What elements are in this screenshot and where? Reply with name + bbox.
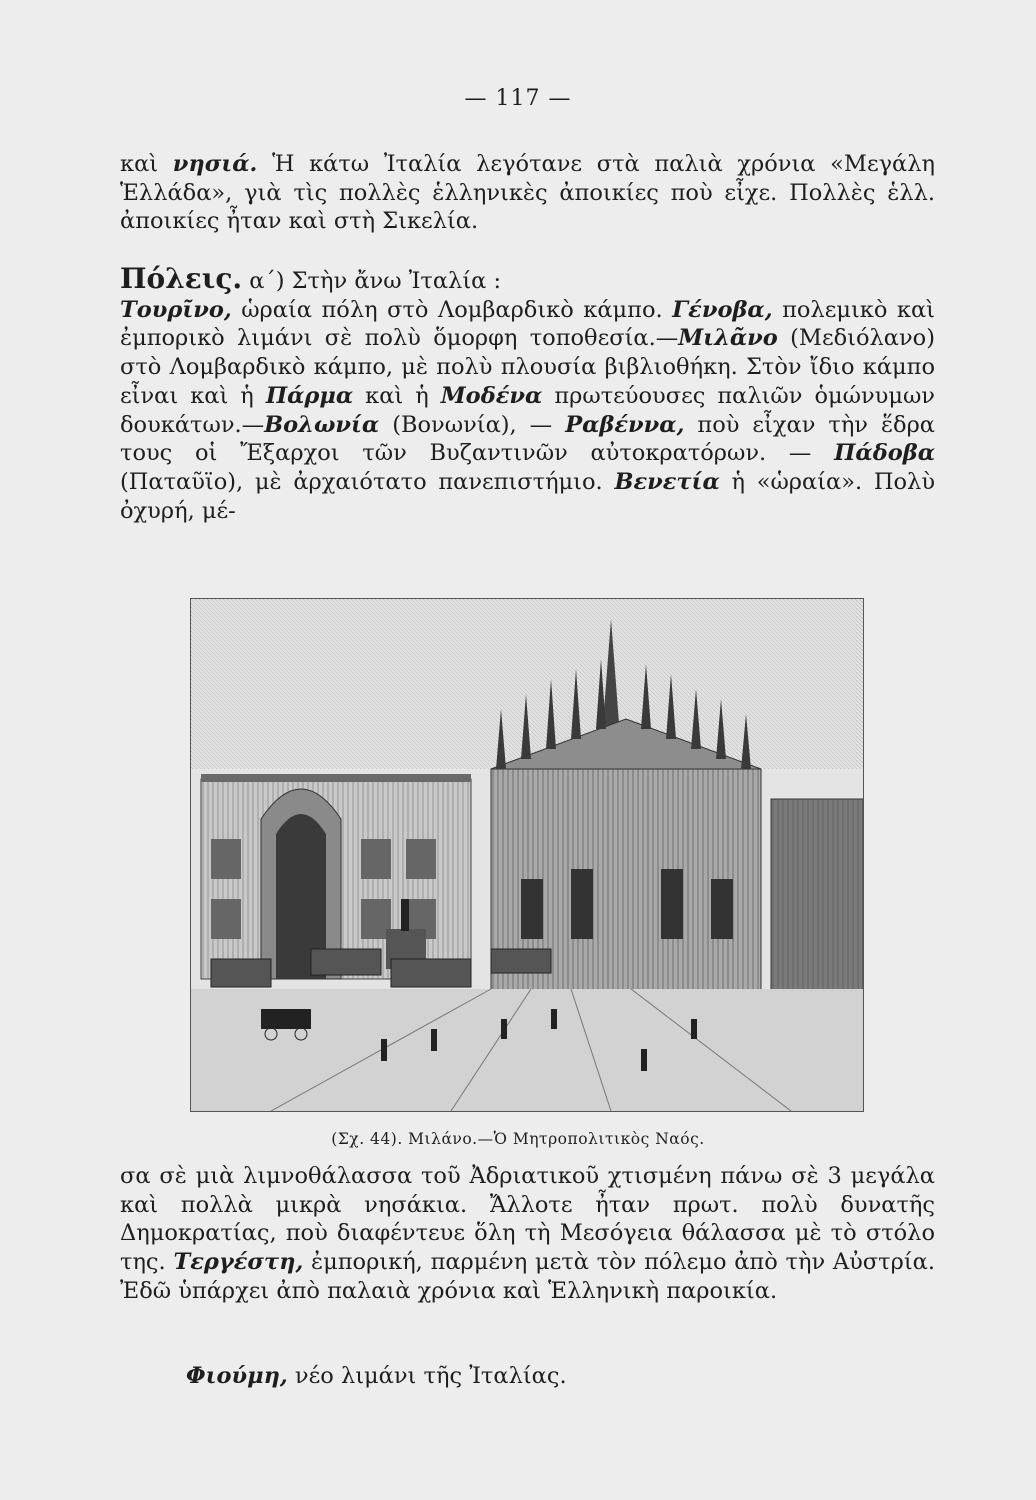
city-ravenna: Ραβέννα,	[565, 411, 685, 438]
intro-and: καὶ	[120, 151, 159, 177]
cities-text-1: α΄) Στὴν ἄνω Ἰταλία :	[242, 268, 502, 294]
square	[191, 989, 863, 1111]
cities-text-5: καὶ ἡ	[353, 382, 429, 409]
cities-text-6: πρωτεύουσες παλιῶν ὁμώνυμων δουκάτων.—	[120, 382, 935, 438]
galleria-building	[201, 774, 471, 979]
cities-text-10: ἡ «ὡραία». Πολὺ ὀχυρή, μέ-	[120, 468, 935, 524]
city-bologna: Βολωνία	[264, 411, 380, 438]
city-venice: Βενετία	[614, 468, 720, 495]
cities-text-3: πολεμικὸ καὶ ἐμπορικὸ λιμάνι σὲ πολὺ ὅμορφη τοποθεσία.—	[120, 296, 935, 352]
fiume-text: νέο λιμάνι τῆς Ἰταλίας.	[287, 1363, 567, 1389]
city-genoa: Γένοβα,	[672, 296, 773, 323]
islands-word: νησιά.	[172, 151, 258, 177]
cities-text-8: ποὺ εἶχαν τὴν ἕδρα τους οἱ Ἔξαρχοι τῶν Βυζαντινῶν αὐτοκρατόρων. —	[120, 411, 936, 467]
cities-paragraph	[120, 262, 936, 525]
figure-caption: (Σχ. 44). Μιλάνο.—Ὁ Μητροπολιτικὸς Ναός.	[331, 1130, 705, 1148]
intro-paragraph	[120, 150, 935, 236]
cities-text-9: (Παταῦϊο), μὲ ἀρχαιότατο πανεπιστήμιο.	[120, 468, 603, 495]
city-turin: Τουρῖνο,	[120, 296, 232, 323]
cities-text-7: (Βονωνία), —	[379, 411, 553, 438]
cities-heading: Πόλεις.	[120, 262, 243, 295]
city-trieste: Τεργέστη,	[173, 1249, 304, 1276]
city-milan: Μιλᾶνο	[678, 325, 778, 352]
continuation-text-2: ἐμπορική, παρμένη μετὰ τὸν πόλεμο ἀπὸ τὴν Αὐστρία. Ἐδῶ ὑπάρχει ἀπὸ παλαιὰ χρόνια καὶ Ἑλληνικὴ παροικία.	[120, 1249, 936, 1304]
city-parma: Πάρμα	[265, 382, 354, 409]
continuation-text-1: σα σὲ μιὰ λιμνοθάλασσα τοῦ Ἀδριατικοῦ χτισμένη πάνω σὲ 3 μεγάλα καὶ πολλὰ μικρὰ νησάκια. Ἄλλοτε ἦταν πρωτ. πολὺ δυνατῆς Δημοκρατίας, ποὺ διαφέντευε ὅλη τὴ Μεσόγεια θάλασσα μὲ τὸ στόλο της.	[120, 1163, 935, 1276]
venice-continuation	[120, 1162, 935, 1306]
page-number: — 117 —	[464, 86, 572, 111]
cathedral-engraving	[191, 599, 863, 1111]
fiume-paragraph	[120, 1362, 935, 1391]
milan-cathedral-photo	[190, 598, 864, 1112]
cities-text-2: ὡραία πόλη στὸ Λομβαρδικὸ κάμπο.	[231, 296, 663, 323]
city-padua: Πάδοβα	[834, 440, 936, 467]
intro-text: Ἡ κάτω Ἰταλία λεγότανε στὰ παλιὰ χρόνια «Μεγάλη Ἑλλάδα», γιὰ τὶς πολλὲς ἑλληνικὲς ἀποικίες ποὺ εἶχε. Πολλὲς ἑλλ. ἀποικίες ἦταν καὶ στὴ Σικελία.	[120, 151, 935, 235]
cities-text-4: (Μεδιόλανο) στὸ Λομβαρδικὸ κάμπο, μὲ πολὺ πλουσία βιβλιοθήκη. Στὸν ἴδιο κάμπο εἶναι καὶ ἡ	[120, 325, 935, 409]
city-modena: Μοδένα	[440, 382, 543, 409]
city-fiume: Φιούμη,	[186, 1363, 288, 1389]
